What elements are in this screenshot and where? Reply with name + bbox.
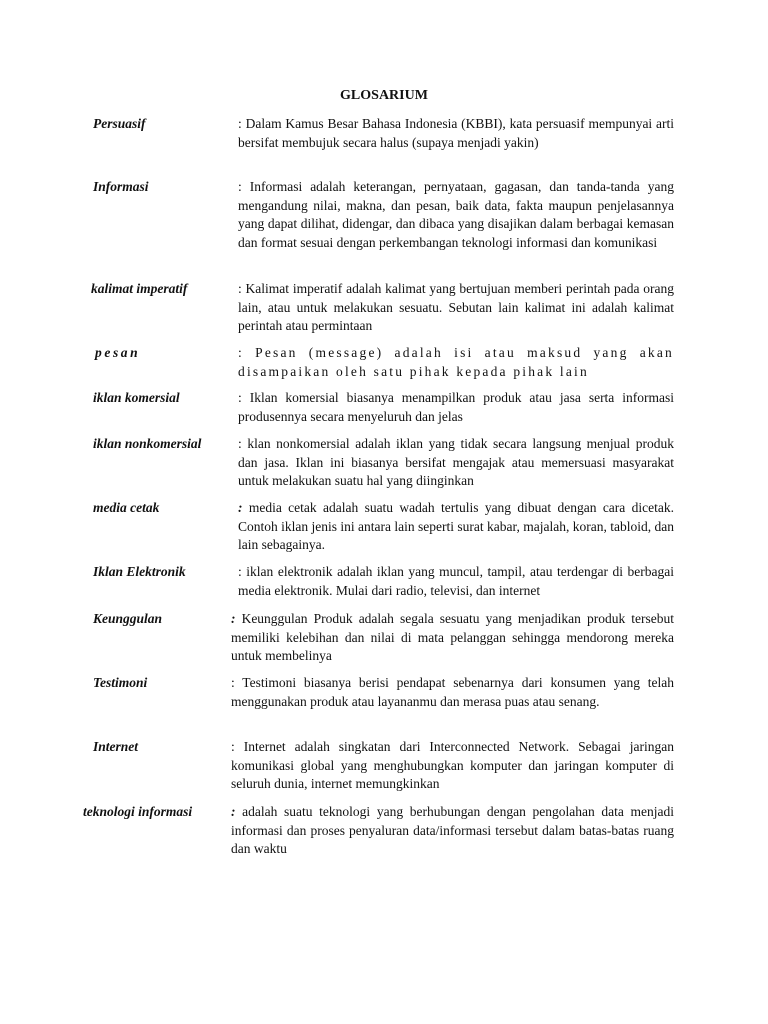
glossary-definition: [238, 435, 674, 491]
glossary-definition: [238, 344, 674, 381]
definition-text: klan nonkomersial adalah iklan yang tidak secara langsung menjual produk dan jasa. Iklan ini biasanya bersifat mengajak atau memersuasi masyarakat untuk melakukan suatu hal yang diinginkan: [238, 436, 674, 488]
definition-text: Dalam Kamus Besar Bahasa Indonesia (KBBI), kata persuasif mempunyai arti bersifat membujuk secara halus (supaya menjadi yakin): [238, 116, 674, 150]
definition-colon: :: [231, 611, 236, 626]
definition-text: Iklan komersial biasanya menampilkan produk atau jasa serta informasi produsennya secara menyeluruh dan jelas: [238, 390, 674, 424]
glossary-term: teknologi informasi: [83, 804, 193, 819]
definition-colon: :: [238, 436, 242, 451]
definition-text: iklan elektronik adalah iklan yang muncul, tampil, atau terdengar di berbagai media elektronik. Mulai dari radio, televisi, dan internet: [238, 564, 674, 598]
glossary-definition: [238, 389, 674, 426]
definition-text: Internet adalah singkatan dari Interconnected Network. Sebagai jaringan komunikasi global yang menghubungkan komputer dan jaringan komputer di seluruh dunia, internet memungkinkan: [231, 739, 674, 791]
definition-colon: :: [238, 345, 244, 360]
glossary-term: iklan komersial: [93, 390, 180, 405]
glossary-definition: [231, 803, 674, 859]
glossary-definition: [231, 674, 674, 711]
glossary-term: kalimat imperatif: [91, 281, 188, 296]
glossary-definition: [238, 178, 674, 252]
definition-colon: :: [238, 390, 242, 405]
glossary-definition: [238, 499, 674, 555]
definition-colon: :: [238, 500, 243, 515]
definition-text: Kalimat imperatif adalah kalimat yang bertujuan memberi perintah pada orang lain, atau untuk melakukan sesuatu. Sebutan lain kalimat ini adalah kalimat perintah atau permintaan: [238, 281, 674, 333]
glossary-definition: [231, 610, 674, 666]
definition-text: Testimoni biasanya berisi pendapat sebenarnya dari konsumen yang telah menggunakan produk atau layananmu dan merasa puas atau senang.: [231, 675, 674, 709]
glossary-term: Keunggulan: [93, 611, 163, 626]
glossary-definition: [238, 563, 674, 600]
glossary-term: media cetak: [93, 500, 160, 515]
definition-text: Keunggulan Produk adalah segala sesuatu yang menjadikan produk tersebut memiliki kelebihan dan nilai di mata pelanggan sehingga mendorong mereka untuk membelinya: [231, 611, 674, 663]
glossary-term: iklan nonkomersial: [93, 436, 202, 451]
definition-text: media cetak adalah suatu wadah tertulis yang dibuat dengan cara dicetak. Contoh iklan jenis ini antara lain seperti surat kabar, majalah, koran, tabloid, dan lain sebagainya.: [238, 500, 674, 552]
page-title: GLOSARIUM: [340, 88, 428, 103]
glossary-definition: [238, 115, 674, 152]
definition-colon: :: [238, 281, 242, 296]
definition-colon: :: [231, 804, 236, 819]
glossary-term: Informasi: [93, 179, 149, 194]
definition-text: adalah suatu teknologi yang berhubungan dengan pengolahan data menjadi informasi dan proses penyaluran data/informasi tersebut dalam batas-batas ruang dan waktu: [231, 804, 674, 856]
definition-colon: :: [238, 564, 242, 579]
glossary-term: Iklan Elektronik: [93, 564, 186, 579]
glossary-definition: [238, 280, 674, 336]
glossary-term: Persuasif: [93, 116, 146, 131]
glossary-term: Testimoni: [93, 675, 148, 690]
definition-colon: :: [231, 739, 235, 754]
definition-colon: :: [238, 116, 242, 131]
glossary-term: pesan: [95, 345, 141, 360]
glossary-definition: [231, 738, 674, 794]
definition-text: Pesan (message) adalah isi atau maksud yang akan disampaikan oleh satu pihak kepada pihak lain: [238, 345, 674, 379]
glossary-term: Internet: [93, 739, 139, 754]
definition-colon: :: [231, 675, 235, 690]
definition-colon: :: [238, 179, 242, 194]
definition-text: Informasi adalah keterangan, pernyataan, gagasan, dan tanda-tanda yang mengandung nilai, makna, dan pesan, baik data, fakta maupun penjelasannya yang dapat dilihat, didengar, dan dibaca yang disajikan dalam berbagai kemasan dan format sesuai dengan perkembangan teknologi informasi dan komunikasi: [238, 179, 674, 250]
